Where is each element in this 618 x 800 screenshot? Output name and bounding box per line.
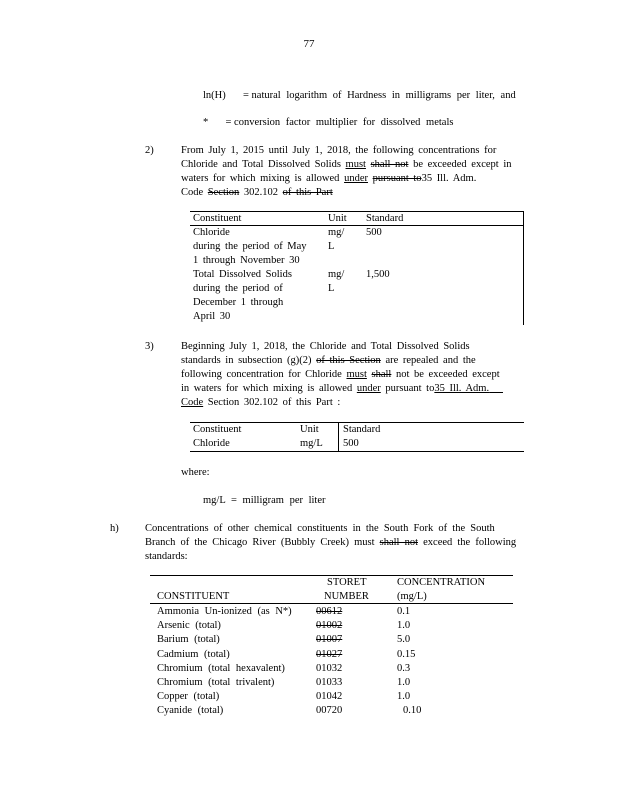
item-2-number: 2)	[145, 145, 154, 156]
line: Code Section 302.102 of this Part :	[181, 397, 341, 408]
storet-cell: 01033	[316, 677, 343, 688]
cell-standard: 500	[343, 438, 359, 449]
standard-cell: 1,500	[366, 269, 390, 280]
header-constituent: Constituent	[193, 213, 242, 224]
standard-cell: 500	[366, 227, 382, 238]
line: Chloride and Total Dissolved Solids must shall not be exceeded except in	[181, 159, 512, 170]
storet-cell: 01007	[316, 634, 343, 646]
concentration-cell: 0.10	[403, 705, 422, 717]
item-3-text	[181, 340, 503, 410]
storet-cell: 01002	[316, 620, 343, 632]
unit-cell: mg/ L	[328, 269, 345, 294]
header-conc-2: (mg/L)	[397, 591, 427, 602]
table-row	[150, 662, 513, 676]
line: following concentration for Chloride must shall not be exceeded except	[181, 369, 500, 380]
line: standards:	[145, 551, 188, 562]
concentration-cell: 0.3	[397, 662, 411, 674]
definition-star	[203, 116, 453, 130]
page-number: 77	[303, 38, 315, 50]
constituent-cell: Barium (total)	[157, 634, 220, 646]
table-row	[150, 619, 513, 633]
storet-cell: 01032	[316, 662, 343, 674]
storet-cell: 00612	[316, 606, 343, 617]
line: Code Section 302.102 of this Part	[181, 187, 333, 198]
header-constituent: Constituent	[193, 424, 242, 435]
cell-unit: mg/L	[300, 438, 323, 449]
table-1	[190, 211, 524, 325]
item-3-number: 3)	[145, 341, 154, 352]
storet-cell: 01027	[316, 648, 343, 660]
item-h-text	[145, 522, 516, 564]
table-row	[150, 605, 513, 619]
table-row	[150, 648, 513, 662]
line: Beginning July 1, 2018, the Chloride and Total Dissolved Solids	[181, 341, 470, 352]
line: waters for which mixing is allowed under pursuant to35 Ill. Adm.	[181, 173, 477, 184]
table-row	[150, 633, 513, 647]
where-label: where:	[181, 467, 210, 478]
item-h-number: h)	[110, 523, 119, 534]
table-row	[150, 704, 513, 718]
def-text: conversion factor multiplier for dissolved metals	[234, 117, 454, 128]
concentration-cell: 5.0	[397, 634, 411, 646]
concentration-cell: 1.0	[397, 691, 411, 703]
def-term: ln(H)	[203, 90, 226, 101]
constituent-cell: Chromium (total hexavalent)	[157, 662, 285, 674]
item-2-text	[181, 144, 511, 200]
constituent-cell: Cadmium (total)	[157, 648, 230, 660]
concentration-cell: 1.0	[397, 677, 411, 688]
mgl-definition: mg/L = milligram per liter	[203, 495, 326, 506]
header-unit: Unit	[328, 213, 347, 224]
storet-cell: 01042	[316, 691, 343, 703]
table-row: Total Dissolved Solids during the period of December 1 through April 30	[193, 269, 292, 322]
constituent-cell: Arsenic (total)	[157, 620, 221, 632]
def-eq: =	[225, 117, 232, 128]
header-standard: Standard	[366, 213, 404, 224]
table-row	[150, 690, 513, 704]
header-storet-2: NUMBER	[324, 591, 369, 602]
header-unit: Unit	[300, 424, 319, 435]
constituent-cell: Ammonia Un-ionized (as N*)	[157, 606, 292, 617]
table-2	[190, 422, 524, 452]
line: Branch of the Chicago River (Bubbly Creek) must shall not exceed the following	[145, 537, 517, 548]
table-row: Chloride during the period of May 1 through November 30	[193, 227, 307, 266]
header-storet-1: STORET	[327, 577, 367, 588]
line: From July 1, 2015 until July 1, 2018, the following concentrations for	[181, 145, 497, 156]
constituent-cell: Cyanide (total)	[157, 705, 224, 717]
table-3	[150, 575, 513, 725]
concentration-cell: 1.0	[397, 620, 411, 632]
header-standard: Standard	[343, 424, 381, 435]
header-conc-1: CONCENTRATION	[397, 577, 486, 588]
concentration-cell: 0.1	[397, 606, 411, 617]
table-row	[150, 676, 513, 690]
line: Concentrations of other chemical constituents in the South Fork of the South	[145, 523, 495, 534]
constituent-cell: Copper (total)	[157, 691, 220, 703]
storet-cell: 00720	[316, 705, 343, 717]
def-text: natural logarithm of Hardness in milligrams per liter, and	[251, 90, 516, 101]
concentration-cell: 0.15	[397, 648, 416, 660]
header-constituent: CONSTITUENT	[157, 591, 230, 602]
constituent-cell: Chromium (total trivalent)	[157, 677, 275, 688]
def-eq: =	[243, 90, 249, 101]
def-term: *	[203, 117, 209, 128]
line: standards in subsection (g)(2) of this Section are repealed and the	[181, 355, 476, 366]
unit-cell: mg/ L	[328, 227, 345, 252]
cell-chloride: Chloride	[193, 438, 230, 449]
definition-ln-h	[203, 89, 516, 103]
line: in waters for which mixing is allowed under pursuant to35 Ill. Adm.	[181, 383, 490, 394]
